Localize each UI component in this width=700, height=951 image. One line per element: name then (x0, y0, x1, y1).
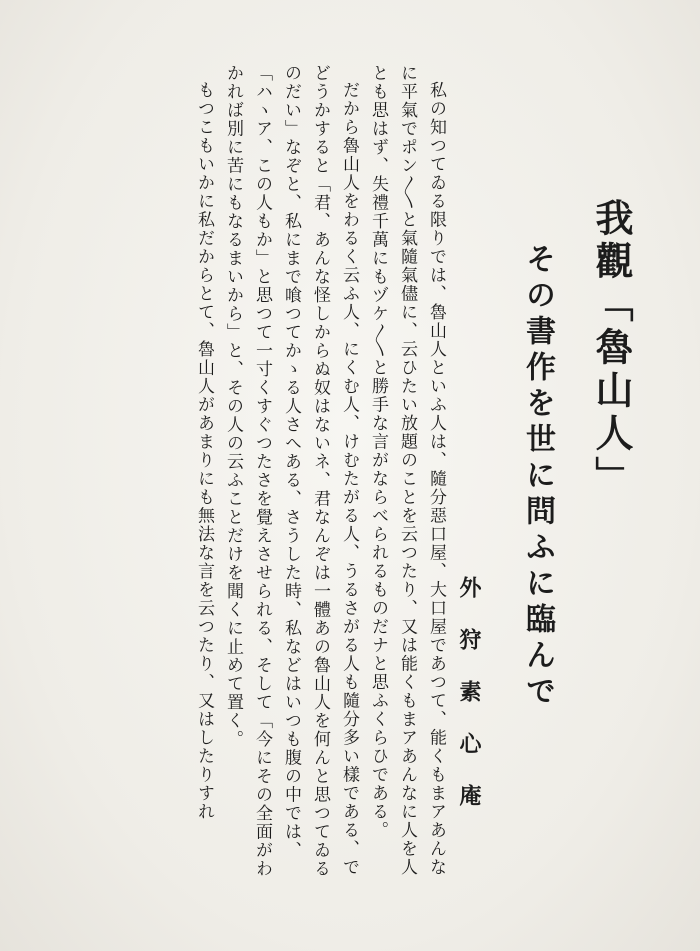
paragraph-3: もつこもいかに私だからとて、魯山人があまりにも無法な言を云つたり、又はしたりすれ (194, 81, 214, 821)
paragraph-2: だから魯山人をわるく云ふ人、にくむ人、けむたがる人、うるさがる人も隨分多い樣である、でどうかすると「君、あんな怪しからぬ奴はないネ、君なんぞは一體あの魯山人を何んと思つてゐるのだい」なぞと、私にまで喰つてかゝる人さへある、さうした時、私などはいつも腹の中では、「ハヽア、この人もか」と思つて一寸くすぐつたさを覺えさせられる、そして「今にその全面がわかれば別に苦にもなるまいから」と、その人の云ふことだけを聞くに止めて置く。 (223, 64, 359, 878)
author-name: 外狩素心庵 (456, 576, 482, 836)
article-subtitle: その書作を世に問ふに臨んで (520, 243, 555, 711)
article-title: 我觀「魯山人」 (589, 198, 634, 499)
paragraph-1: 私の知つてゐる限りでは、魯山人といふ人は、隨分惡口屋、大口屋であつて、能くもまアあんなに平氣でポン〳〵と氣隨氣儘に、云ひたい放題のことを云つたり、又は能くもまアあんなに人を人とも思はず、失禮千萬にもヅケ〳〵と勝手な言がならべられるものだナと思ふくらひである。 (368, 64, 446, 877)
article-body (98, 64, 450, 884)
